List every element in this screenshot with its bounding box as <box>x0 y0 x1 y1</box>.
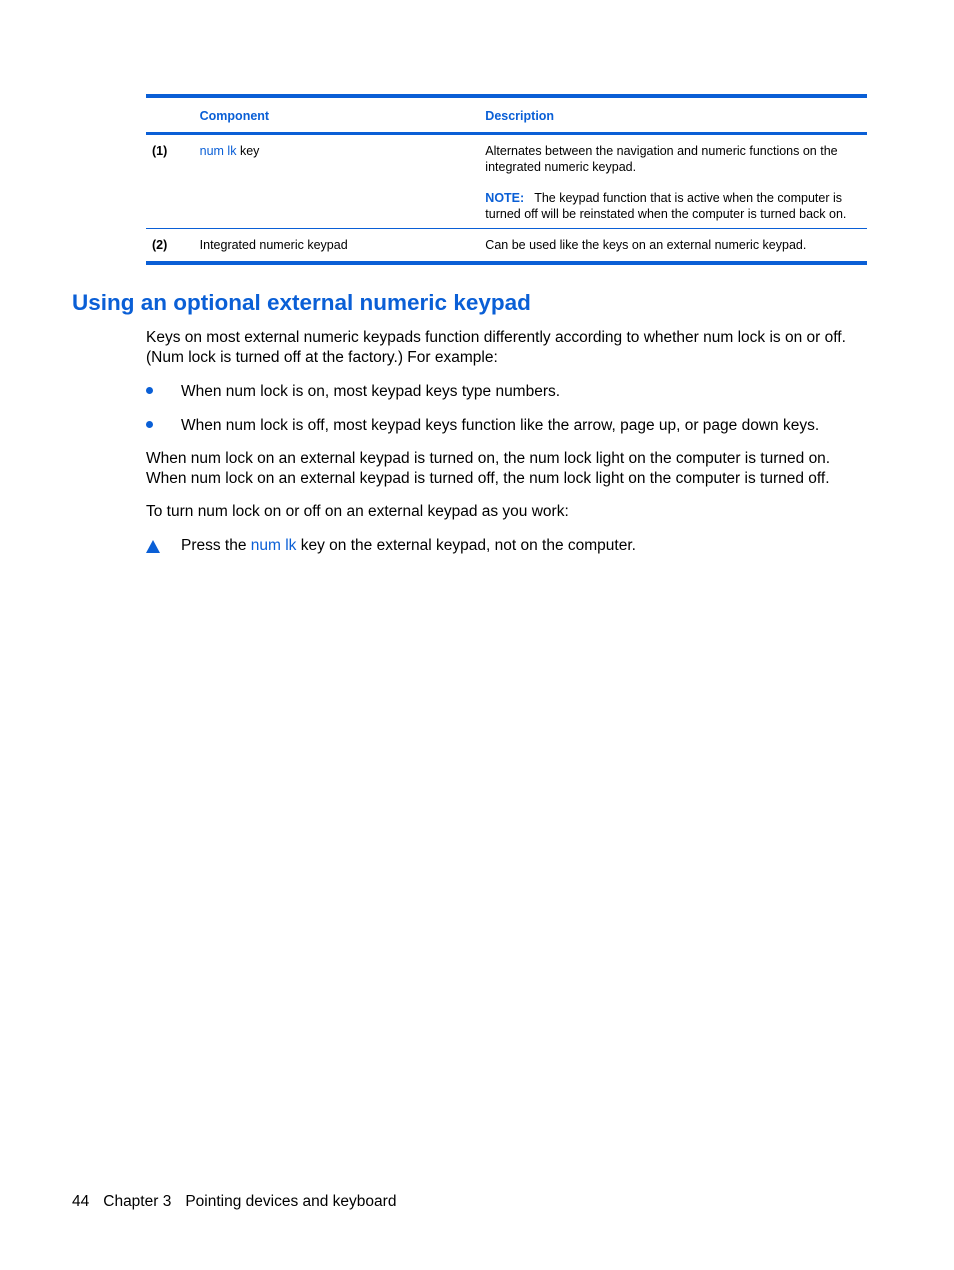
table-row <box>146 134 867 229</box>
bullet-text: When num lock is on, most keypad keys type numbers. <box>181 383 561 400</box>
row-number: (2) <box>146 229 200 264</box>
bullet-text: When num lock is off, most keypad keys function like the arrow, page up, or page down keys. <box>181 417 820 434</box>
page-number: 44 <box>72 1193 90 1210</box>
row-component: Integrated numeric keypad <box>200 229 486 264</box>
row-description: Can be used like the keys on an external numeric keypad. <box>485 229 867 264</box>
header-description: Description <box>485 96 867 134</box>
header-number <box>146 96 200 134</box>
page-footer <box>72 1192 410 1212</box>
num-lk-key-label: num lk <box>199 144 237 158</box>
instruction-paragraph: To turn num lock on or off on an external keypad as you work: <box>146 503 569 520</box>
step-before: Press the <box>181 537 251 554</box>
step-text <box>181 536 636 556</box>
bullet-icon <box>146 387 153 394</box>
triangle-step-icon <box>146 540 160 553</box>
component-suffix: key <box>236 144 260 158</box>
section-title: Using an optional external numeric keypad <box>72 290 531 315</box>
num-lk-key-label: num lk <box>250 537 297 554</box>
description-text: Alternates between the navigation and numeric functions on the integrated numeric keypad. <box>485 144 838 174</box>
table-row <box>146 229 867 264</box>
note-label: NOTE: <box>485 191 525 205</box>
step-after: key on the external keypad, not on the computer. <box>296 537 636 554</box>
note-text: The keypad function that is active when the computer is turned off will be reinstated when the computer is turned back on. <box>485 191 847 221</box>
row-component <box>200 134 486 229</box>
row-description <box>485 134 867 229</box>
table-header-row <box>146 96 867 134</box>
chapter-label: Chapter 3 <box>103 1193 172 1210</box>
header-component: Component <box>200 96 486 134</box>
intro-paragraph: Keys on most external numeric keypads function differently according to whether num lock is on or off. (Num lock is turned off at the factory.) For example: <box>146 329 846 366</box>
note <box>485 190 861 222</box>
num-lock-light-paragraph: When num lock on an external keypad is turned on, the num lock light on the computer is turned on. When num lock on an external keypad is turned off, the num lock light on the computer is turned off. <box>146 450 831 487</box>
component-table <box>146 94 867 265</box>
chapter-title: Pointing devices and keyboard <box>185 1193 397 1210</box>
bullet-icon <box>146 421 153 428</box>
row-number: (1) <box>146 134 200 229</box>
